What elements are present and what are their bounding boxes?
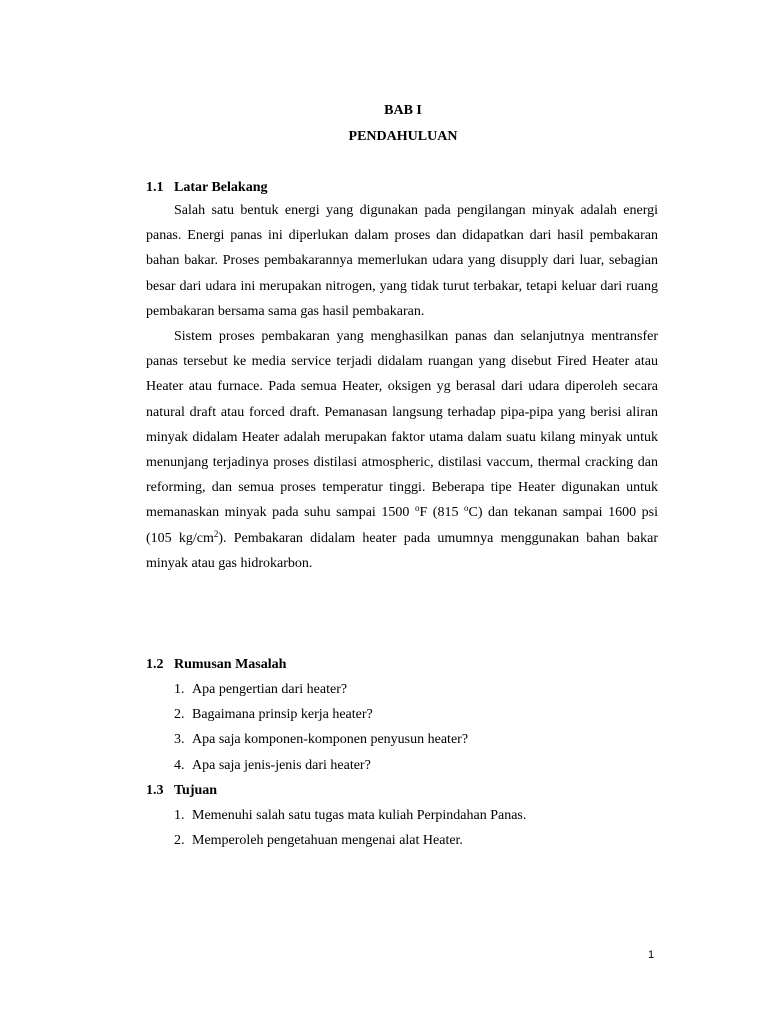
list-item-number: 3.: [174, 732, 185, 748]
section-heading: [146, 782, 658, 800]
chapter-label: BAB I: [384, 103, 422, 118]
paragraph-text: Sistem proses pembakaran yang menghasilkan panas dan selanjutnya mentransfer panas tersebut ke media service terjadi didalam ruangan yang disebut Fired Heater atau Heater atau furnace. Pada semua Heater, oksigen yg berasal dari udara diperoleh secara natural draft atau forced draft. Pemanasan langsung terhadap pipa-pipa yang berisi aliran minyak didalam Heater adalah merupakan faktor utama dalam suatu kilang minyak untuk menunjang terjadinya proses distilasi atmospheric, distilasi vaccum, thermal cracking dan reforming, dan semua proses temperatur tinggi. Beberapa tipe Heater digunakan untuk memanaskan minyak pada suhu sampai 1500: [146, 329, 658, 521]
section-tujuan: [146, 782, 658, 853]
degree-superscript: o: [414, 503, 420, 514]
section-title: Rumusan Masalah: [174, 657, 287, 672]
paragraph: [146, 324, 658, 576]
numbered-list: [146, 803, 658, 853]
section-number: 1.1: [146, 180, 164, 195]
list-item-number: 1.: [174, 808, 185, 823]
list-item: [146, 803, 658, 828]
section-title: Tujuan: [174, 783, 218, 798]
section-heading: [146, 656, 658, 674]
paragraph-text: F (815: [419, 505, 464, 521]
section-title: Latar Belakang: [174, 180, 268, 195]
list-item-text: Apa saja jenis-jenis dari heater?: [192, 757, 371, 773]
list-item-text: Memenuhi salah satu tugas mata kuliah Perpindahan Panas.: [192, 808, 527, 823]
section-number: 1.2: [146, 657, 164, 672]
paragraph-text: C) dan tekanan sampai 1600 psi (105 kg/cm: [146, 505, 659, 546]
list-item-text: Bagaimana prinsip kerja heater?: [192, 707, 373, 723]
list-item-text: Apa saja komponen-komponen penyusun heater?: [192, 732, 469, 748]
section-body: [146, 198, 658, 576]
list-item: [146, 702, 658, 727]
list-item: [146, 828, 658, 853]
page-number: 1: [648, 949, 655, 961]
section-rumusan-masalah: [146, 656, 658, 778]
list-item: [146, 753, 658, 778]
list-item-text: Apa pengertian dari heater?: [192, 682, 348, 697]
list-item-number: 2.: [174, 833, 185, 849]
list-item-text: Memperoleh pengetahuan mengenai alat Heater.: [192, 833, 463, 849]
numbered-list: [146, 677, 658, 778]
paragraph-text: ). Pembakaran didalam heater pada umumnya menggunakan bahan bakar minyak atau gas hidrokarbon.: [146, 530, 659, 571]
list-item-number: 4.: [174, 757, 185, 773]
list-item-number: 1.: [174, 682, 185, 697]
section-latar-belakang: [146, 179, 658, 576]
list-item: [146, 727, 658, 752]
squared-superscript: 2: [213, 528, 219, 539]
section-number: 1.3: [146, 783, 164, 798]
section-heading: [146, 179, 658, 197]
degree-superscript: o: [464, 503, 469, 514]
paragraph: Salah satu bentuk energi yang digunakan pada pengilangan minyak adalah energi panas. Energi panas ini diperlukan dalam proses dan didapatkan dari hasil pembakaran bahan bakar. Proses pembakarannya memerlukan udara yang disupply dari luar, sebagian besar dari udara ini merupakan nitrogen, yang tidak turut terbakar, tetapi keluar dari ruang pembakaran bersama sama gas hasil pembakaran.: [146, 203, 658, 319]
list-item: [146, 677, 658, 702]
chapter-title: PENDAHULUAN: [348, 129, 458, 144]
list-item-number: 2.: [174, 707, 185, 723]
